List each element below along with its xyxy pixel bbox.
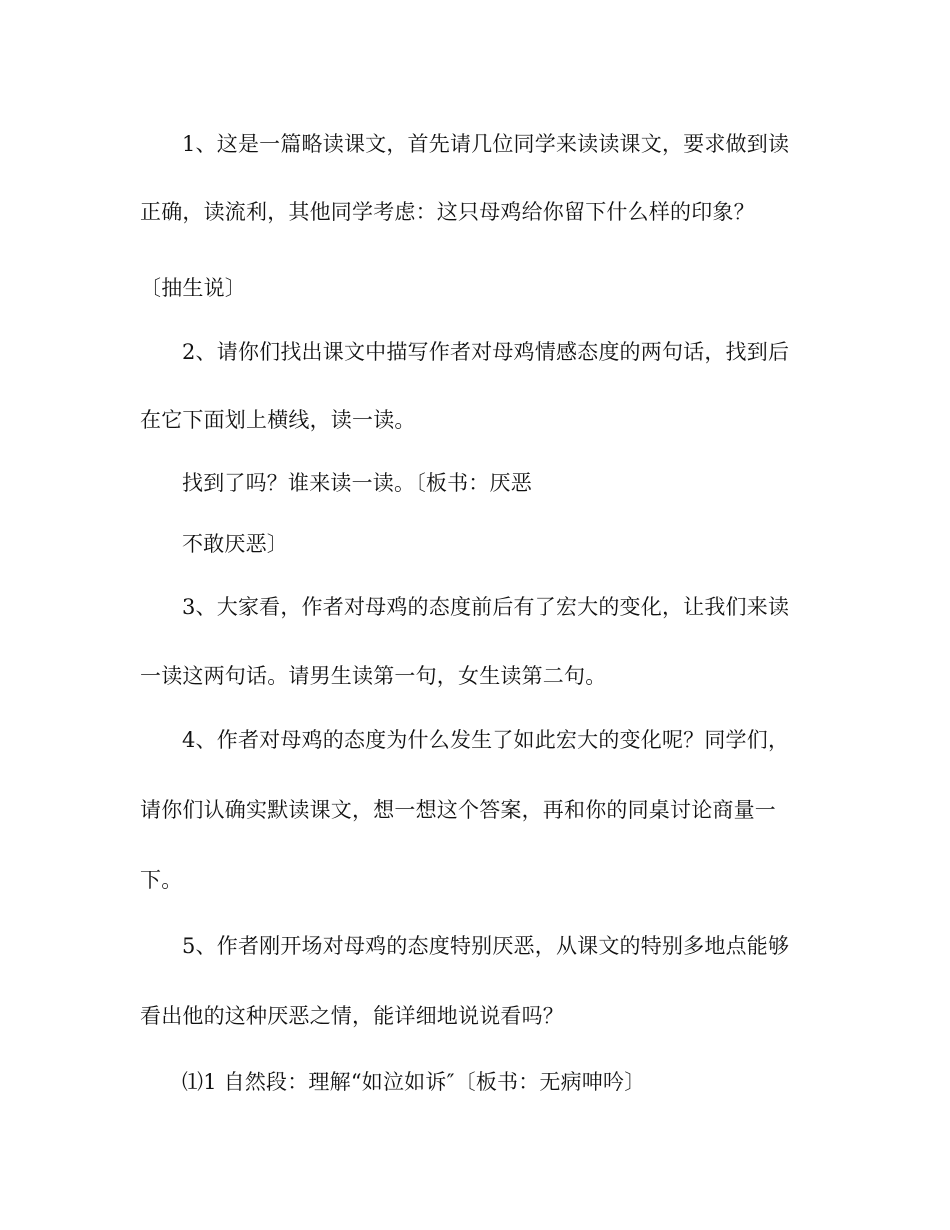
paragraph-5-line-3: ⑴1 自然段：理解“如泣如诉″〔板书：无病呻吟〕 [182,1070,646,1094]
paragraph-1-line-2: 正确，读流利，其他同学考虑：这只母鸡给你留下什么样的印象？ [140,200,755,224]
paragraph-2-line-2: 在它下面划上横线，读一读。 [140,408,416,432]
paragraph-2-line-1: 2、请你们找出课文中描写作者对母鸡情感态度的两句话，找到后 [182,340,790,364]
paragraph-1-line-3: 〔抽生说〕 [140,276,246,300]
paragraph-3-line-1: 3、大家看，作者对母鸡的态度前后有了宏大的变化，让我们来读 [182,595,790,619]
paragraph-1-line-1: 1、这是一篇略读课文，首先请几位同学来读读课文，要求做到读 [182,132,790,156]
paragraph-4-line-1: 4、作者对母鸡的态度为什么发生了如此宏大的变化呢？同学们， [182,728,790,752]
paragraph-4-line-2: 请你们认确实默读课文，想一想这个答案，再和你的同桌讨论商量一 [140,798,776,822]
paragraph-2-line-3: 找到了吗？谁来读一读。〔板书：厌恶 [182,471,532,495]
paragraph-5-line-1: 5、作者刚开场对母鸡的态度特别厌恶，从课文的特别多地点能够 [182,934,790,958]
paragraph-4-line-3: 下。 [140,868,183,892]
paragraph-2-line-4: 不敢厌恶〕 [182,532,288,556]
paragraph-5-line-2: 看出他的这种厌恶之情，能详细地说说看吗？ [140,1004,564,1028]
paragraph-3-line-2: 一读这两句话。请男生读第一句，女生读第二句。 [140,664,607,688]
